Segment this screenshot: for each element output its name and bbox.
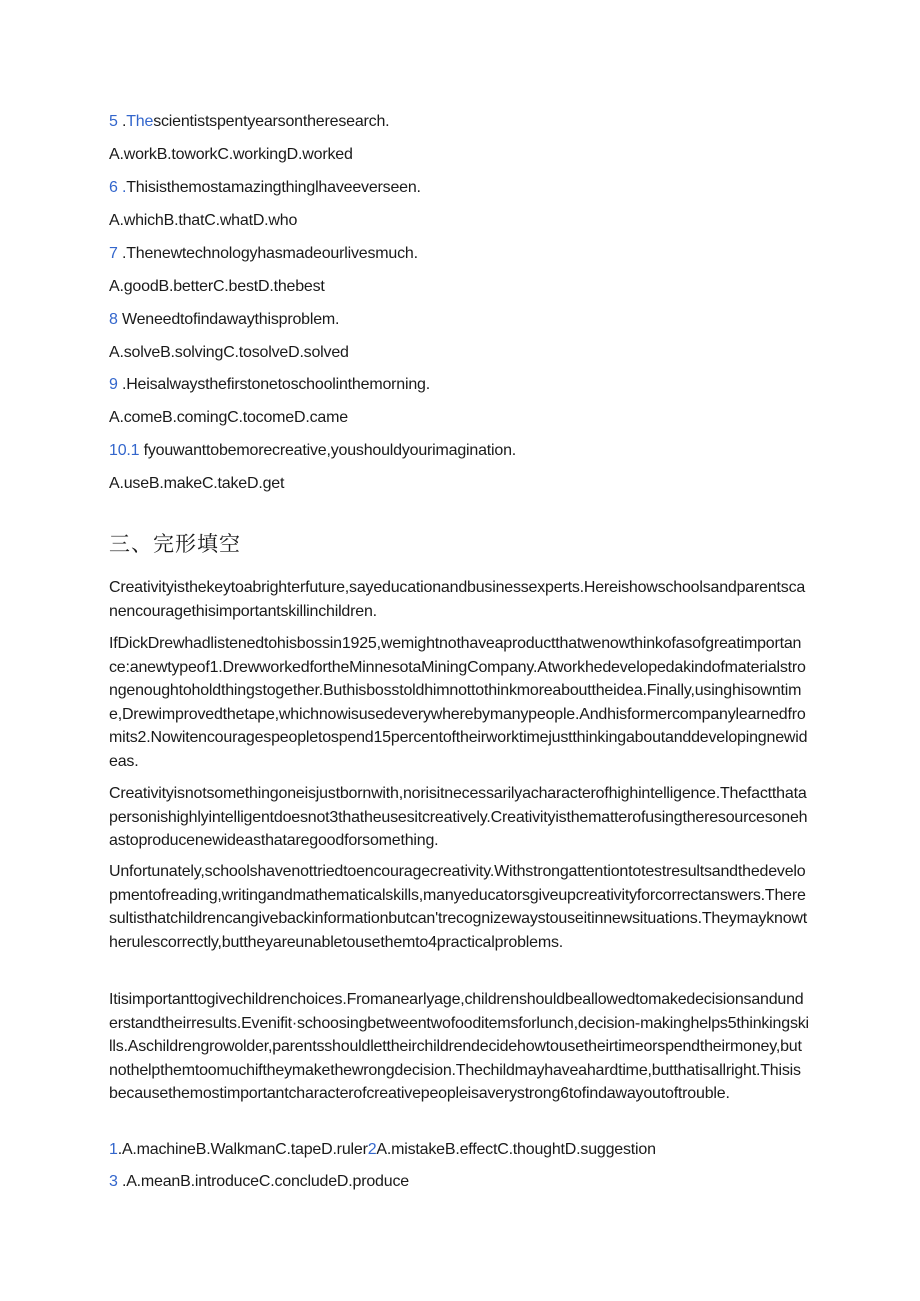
options-9: A.comeB.comingC.tocomeD.came (109, 409, 348, 426)
question-number: 6 (109, 179, 118, 196)
question-9: 9 .Heisalwaysthefirstonetoschoolinthemorning. (109, 376, 430, 393)
question-8 (109, 310, 339, 330)
question-text: Thisisthemostamazingthinglhaveeverseen. (126, 179, 421, 196)
question-text: fyouwanttobemorecreative,youshouldyourimagination. (143, 442, 517, 459)
passage-paragraph-4: Unfortunately,schoolshavenottriedtoencouragecreativity.Withstrongattentiontotestresultsandthedevelopmentofreading,writingandmathematicalskills,manyeducatorsgiveupcreativityforcorrectanswers.Theresultisthatchildrencangivebackinformationbutcan'trecognizewaystouseitinnewsituations.Theymayknowtherulescorrectly,buttheyareunabletousethemto4practicalproblems. (109, 863, 808, 951)
answer-number: 1 (109, 1141, 118, 1158)
options-5: A.workB.toworkC.workingD.worked (109, 146, 353, 163)
passage-paragraph-2: IfDickDrewhadlistenedtohisbossin1925,wemightnothaveaproductthatwenowthinkofasofgreatimportance:anewtypeof1.DrewworkedfortheMinnesotaMiningCompany.Atworkhedevelopedakindofmaterialstrongenoughtoholdthingstogether.Buthisbosstoldhimnottothinkmoreabouttheidea.Finally,usinghisowntime,Drewimprovedthetape,whichnowisusedeverywherebymanypeople.Andhisformercompanylearnedfromits2.Nowitencouragespeopletospend15percentoftheirworktimejustthinkingaboutanddevelopingnewideas. (109, 635, 808, 770)
answer-number: 3 (109, 1173, 118, 1190)
question-10 (109, 441, 516, 461)
question-text: Heisalwaysthefirstonetoschoolinthemorning. (126, 376, 430, 393)
answer-options-line-2: 3 .A.meanB.introduceC.concludeD.produce (109, 1173, 409, 1190)
question-number: 9 (109, 376, 118, 393)
question-text: Weneedtofindawaythisproblem. (121, 311, 340, 328)
options-6: A.whichB.thatC.whatD.who (109, 212, 298, 229)
options-10: A.useB.makeC.takeD.get (109, 475, 285, 492)
section-heading: 三、完形填空 (109, 533, 241, 556)
question-text: scientistspentyearsontheresearch. (153, 113, 390, 130)
passage-paragraph-3: Creativityisnotsomethingoneisjustbornwith,norisitnecessarilyacharacterofhighintelligence.Thefactthatapersonishighlyintelligentdoesnot3thatheusesitcreatively.Creativityisthematterofusingtheresourcesonehastoproducenewideasthataregoodforsomething. (109, 785, 808, 849)
options-8: A.solveB.solvingC.tosolveD.solved (109, 344, 349, 361)
question-number: 10.1 (109, 442, 140, 459)
question-7: 7 .Thenewtechnologyhasmadeourlivesmuch. (109, 245, 418, 262)
passage-paragraph-1: Creativityisthekeytoabrighterfuture,sayeducationandbusinessexperts.Hereishowschoolsandparentscanencouragethisimportantskillinchildren. (109, 579, 806, 620)
answer-options-line-1: 1.A.machineB.WalkmanC.tapeD.ruler2A.mistakeB.effectC.thoughtD.suggestion (109, 1141, 656, 1158)
question-number: 7 (109, 245, 118, 262)
question-6: 6 .Thisisthemostamazingthinglhaveeverseen. (109, 179, 421, 196)
question-text: Thenewtechnologyhasmadeourlivesmuch. (126, 245, 418, 262)
answer-number: 2 (367, 1141, 377, 1158)
question-number: 5 (109, 113, 118, 130)
passage-paragraph-5: Itisimportanttogivechildrenchoices.Fromanearlyage,childrenshouldbeallowedtomakedecisionsandunderstandtheirresults.Evenifit·schoosingbetweentwofooditemsforlunch,decision-makinghelps5thinkingskills.Aschildrengrowolder,parentsshouldlettheirchildrendecidehowtousetheirtimeorspendtheirmoney,butnothelpthemtoomuchiftheymakethewrongdecision.Thechildmayhaveahardtime,butthatisallright.Thisisbecausethemostimportantcharacterofcreativepeopleisaverystrong6tofindawayoutoftrouble. (109, 991, 809, 1102)
question-5: 5 .Thescientistspentyearsontheresearch. (109, 113, 390, 130)
question-number: 8 (109, 311, 118, 328)
options-7: A.goodB.betterC.bestD.thebest (109, 278, 325, 295)
